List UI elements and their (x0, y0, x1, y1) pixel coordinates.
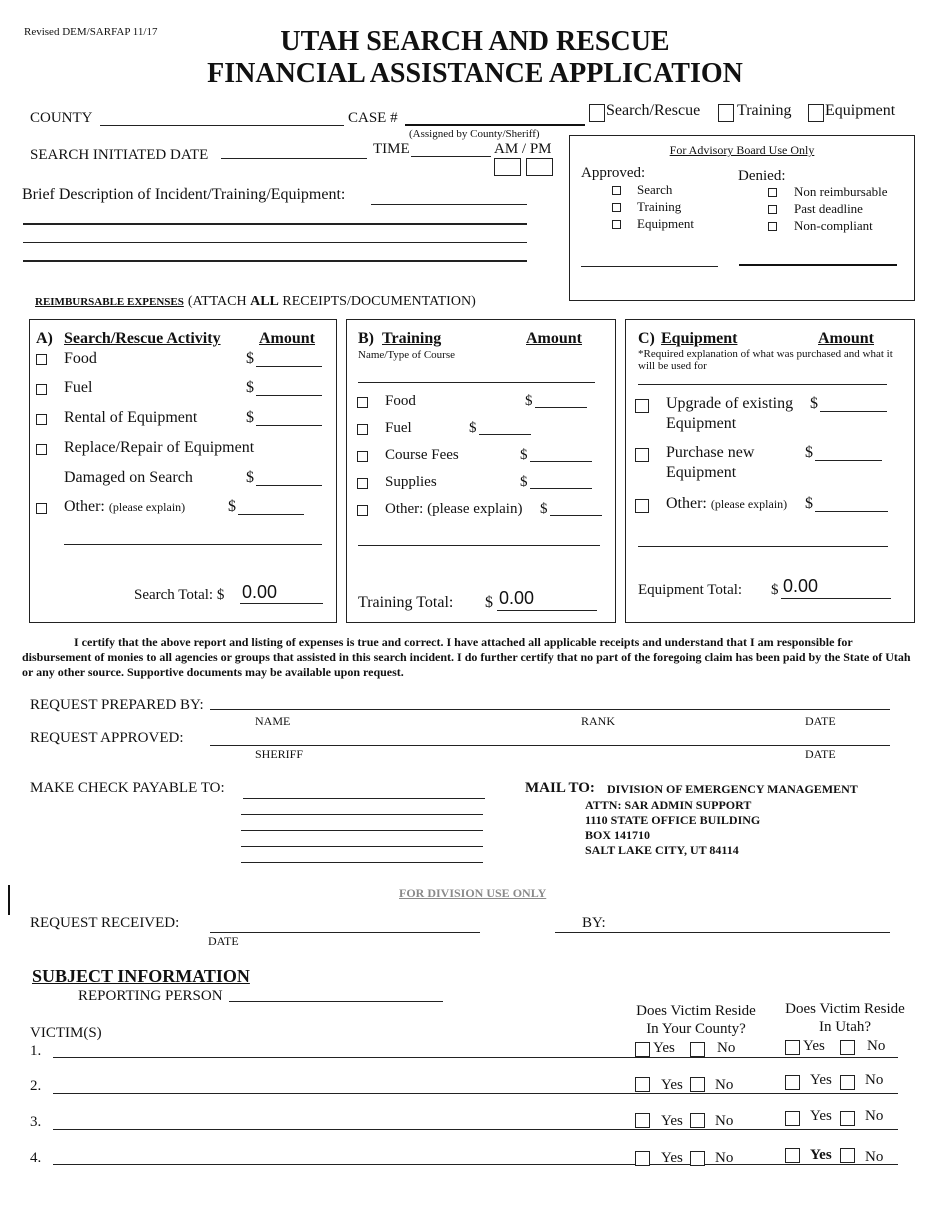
date-label: DATE (805, 714, 836, 728)
a-fuel-label: Fuel (64, 379, 93, 396)
section-b-letter: B) (358, 330, 374, 347)
approved-equipment-checkbox[interactable] (612, 220, 621, 229)
approved-training-label: Training (637, 199, 682, 214)
b-other-dollar: $ (540, 501, 548, 517)
a-damaged-dollar: $ (246, 469, 254, 486)
county-question-1: Does Victim Reside (636, 1003, 756, 1019)
c-total-value[interactable]: 0.00 (783, 576, 819, 596)
victim-4-utah-yes[interactable] (785, 1148, 800, 1163)
attach-all: ALL (250, 294, 279, 309)
b-other-explain-line[interactable] (358, 545, 600, 546)
c-other-label: Other: (666, 495, 707, 512)
victim-2-line[interactable] (53, 1093, 898, 1094)
a-rental-checkbox[interactable] (36, 414, 47, 425)
denied-nonreimbursable-checkbox[interactable] (768, 188, 777, 197)
victim-3-line[interactable] (53, 1129, 898, 1130)
b-other-label: Other: (please explain) (385, 501, 523, 517)
a-total-value[interactable]: 0.00 (242, 582, 278, 602)
description-label: Brief Description of Incident/Training/Equipment: (22, 186, 346, 203)
c-other-explain-line[interactable] (638, 546, 888, 547)
section-a-title: Search/Rescue Activity (64, 330, 221, 347)
a-fuel-checkbox[interactable] (36, 384, 47, 395)
utah-question-2: In Utah? (818, 1019, 872, 1035)
victim-1-number: 1. (30, 1043, 42, 1059)
c-other-row (666, 495, 787, 513)
pm-box[interactable] (526, 158, 553, 176)
a-rental-amount[interactable] (256, 425, 322, 426)
victim-1-county-yes-label: Yes (653, 1040, 675, 1056)
search-rescue-label: Search/Rescue (606, 102, 701, 119)
approved-signature-line[interactable] (581, 266, 718, 267)
search-rescue-checkbox[interactable] (589, 104, 605, 122)
c-total-label: Equipment Total: (638, 582, 743, 598)
c-purchase-amount[interactable] (815, 460, 882, 461)
a-repair-label: Replace/Repair of Equipment (64, 439, 255, 456)
victim-2-county-no-label: No (715, 1077, 734, 1093)
payable-line-3[interactable] (241, 830, 483, 831)
case-number-field[interactable] (405, 124, 585, 126)
victim-2-county-no[interactable] (690, 1077, 705, 1092)
b-fuel-checkbox[interactable] (357, 424, 368, 435)
section-c-title: Equipment (661, 330, 738, 347)
attach-post: RECEIPTS/DOCUMENTATION) (278, 294, 476, 309)
victim-1-county-no-label: No (717, 1040, 736, 1056)
a-damaged-label: Damaged on Search (64, 469, 193, 486)
description-line-3[interactable] (23, 242, 527, 243)
date-label-2: DATE (805, 747, 836, 761)
utah-question-1: Does Victim Reside (785, 1001, 905, 1017)
c-other-dollar: $ (805, 495, 813, 512)
b-supplies-dollar: $ (520, 474, 528, 490)
denied-signature-line[interactable] (739, 264, 897, 266)
victim-1-utah-yes[interactable] (785, 1040, 800, 1055)
victim-3-number: 3. (30, 1114, 42, 1130)
training-label: Training (737, 102, 792, 119)
c-upgrade-dollar: $ (810, 395, 818, 412)
approved-by-line[interactable] (210, 745, 890, 746)
received-by-line[interactable] (555, 932, 890, 933)
a-other-checkbox[interactable] (36, 503, 47, 514)
denied-past-deadline-checkbox[interactable] (768, 205, 777, 214)
b-total-line (497, 610, 597, 611)
victim-4-county-yes[interactable] (635, 1151, 650, 1166)
a-food-label: Food (64, 350, 97, 367)
victim-2-number: 2. (30, 1078, 42, 1094)
expenses-heading-row (35, 292, 476, 310)
denied-past-deadline-label: Past deadline (794, 201, 863, 216)
c-other-note: (please explain) (710, 497, 788, 511)
victim-1-utah-no[interactable] (840, 1040, 855, 1055)
victim-3-utah-yes[interactable] (785, 1111, 800, 1126)
b-other-checkbox[interactable] (357, 505, 368, 516)
prepared-by-line[interactable] (210, 709, 890, 710)
mail-line-4: BOX 141710 (585, 828, 651, 842)
mail-line-1: DIVISION OF EMERGENCY MANAGEMENT (607, 782, 858, 796)
victim-2-utah-no[interactable] (840, 1075, 855, 1090)
b-course-fees-amount[interactable] (530, 461, 592, 462)
victim-3-utah-no-label: No (865, 1108, 884, 1124)
description-line-4[interactable] (23, 260, 527, 262)
equipment-checkbox[interactable] (808, 104, 824, 122)
a-rental-dollar: $ (246, 409, 254, 426)
a-other-label: Other: (64, 498, 105, 515)
form-title-line1: UTAH SEARCH AND RESCUE (280, 26, 670, 57)
b-fuel-dollar: $ (469, 420, 477, 436)
denied-noncompliant-label: Non-compliant (794, 218, 873, 233)
section-a-amount-label: Amount (259, 330, 316, 347)
section-c-box (625, 319, 915, 623)
payable-line-5[interactable] (241, 862, 483, 863)
search-date-label: SEARCH INITIATED DATE (30, 147, 209, 163)
victim-1-utah-no-label: No (867, 1038, 886, 1054)
county-field[interactable] (100, 125, 344, 126)
mail-line-2: ATTN: SAR ADMIN SUPPORT (585, 798, 752, 812)
text-cursor (8, 885, 10, 915)
victim-3-county-yes[interactable] (635, 1113, 650, 1128)
received-by-label: BY: (582, 915, 610, 932)
victim-1-county-no[interactable] (690, 1042, 705, 1057)
description-line-2[interactable] (23, 223, 527, 225)
denied-label: Denied: (738, 168, 786, 184)
revision-label: Revised DEM/SARFAP 11/17 (24, 26, 158, 38)
expenses-heading: REIMBURSABLE EXPENSES (35, 296, 184, 308)
denied-nonreimbursable-label: Non reimbursable (794, 184, 888, 199)
request-received-line[interactable] (210, 932, 480, 933)
victim-1-line[interactable] (53, 1057, 898, 1058)
victim-3-utah-no[interactable] (840, 1111, 855, 1126)
b-course-fees-label: Course Fees (385, 447, 459, 463)
a-repair-checkbox[interactable] (36, 444, 47, 455)
ampm-label: AM / PM (494, 141, 552, 157)
request-received-label: REQUEST RECEIVED: (30, 915, 180, 931)
c-total-dollar: $ (771, 582, 779, 598)
advisory-board-box (569, 135, 915, 301)
victim-2-utah-yes[interactable] (785, 1075, 800, 1090)
rank-label: RANK (581, 714, 616, 728)
c-purchase-label-2: Equipment (666, 464, 737, 481)
sheriff-label: SHERIFF (255, 747, 304, 761)
equipment-label: Equipment (825, 102, 896, 119)
approved-training-checkbox[interactable] (612, 203, 621, 212)
county-question-2: In Your County? (646, 1021, 746, 1037)
victim-3-county-no-label: No (715, 1113, 734, 1129)
b-fuel-label: Fuel (385, 420, 412, 436)
victims-label: VICTIM(S) (30, 1025, 102, 1041)
section-c-amount-label: Amount (818, 330, 875, 347)
name-label: NAME (255, 714, 291, 728)
c-purchase-dollar: $ (805, 444, 813, 461)
reporting-person-label: REPORTING PERSON (78, 988, 223, 1004)
prepared-by-label: REQUEST PREPARED BY: (30, 697, 204, 713)
b-course-fees-checkbox[interactable] (357, 451, 368, 462)
certification-text: I certify that the above report and listing of expenses is true and correct. I have attached all applicable receipts and understand that I am responsible for disbursement of monies to all agencies or groups that assisted in this search incident. I do further certify that no part of the foregoing claim has been paid by the State of Utah or any other source. Supportive documents may be available upon request. (22, 635, 911, 679)
section-a-letter: A) (36, 330, 53, 347)
b-course-name-line[interactable] (358, 382, 595, 383)
b-supplies-label: Supplies (385, 474, 437, 490)
a-total-label: Search Total: $ (134, 587, 225, 603)
reporting-person-line[interactable] (229, 1001, 443, 1002)
payable-line-4[interactable] (241, 846, 483, 847)
attach-pre: (ATTACH (187, 294, 251, 309)
b-other-amount[interactable] (550, 515, 602, 516)
mail-to-label: MAIL TO: (525, 780, 595, 796)
a-fuel-amount[interactable] (256, 395, 322, 396)
victim-4-line[interactable] (53, 1164, 898, 1165)
victim-1-utah-yes-label: Yes (803, 1038, 825, 1054)
time-label: TIME (373, 141, 410, 157)
b-total-value[interactable]: 0.00 (499, 588, 535, 608)
victim-3-county-no[interactable] (690, 1113, 705, 1128)
b-supplies-checkbox[interactable] (357, 478, 368, 489)
b-fuel-amount[interactable] (479, 434, 531, 435)
a-damaged-amount[interactable] (256, 485, 322, 486)
b-supplies-amount[interactable] (530, 488, 592, 489)
a-other-note: (please explain) (108, 500, 186, 514)
victim-3-utah-yes-label: Yes (810, 1108, 832, 1124)
section-b-title: Training (382, 330, 442, 347)
division-use-label: FOR DIVISION USE ONLY (399, 886, 547, 900)
mail-line-3: 1110 STATE OFFICE BUILDING (585, 813, 761, 827)
a-total-line (240, 603, 323, 604)
description-line-1[interactable] (371, 204, 527, 205)
section-a-box (29, 319, 337, 623)
b-food-amount[interactable] (535, 407, 587, 408)
section-c-note: *Required explanation of what was purchased and what it will be used for (638, 348, 893, 372)
a-food-dollar: $ (246, 350, 254, 367)
a-other-explain-line[interactable] (64, 544, 322, 545)
c-other-amount[interactable] (815, 511, 888, 512)
subject-title: SUBJECT INFORMATION (32, 966, 250, 986)
payable-to-label: MAKE CHECK PAYABLE TO: (30, 780, 225, 796)
victim-1-county-yes[interactable] (635, 1042, 650, 1057)
c-upgrade-amount[interactable] (820, 411, 887, 412)
b-total-label: Training Total: (358, 594, 454, 611)
c-purchase-checkbox[interactable] (635, 448, 649, 462)
training-checkbox[interactable] (718, 104, 734, 122)
victim-4-utah-yes-label: Yes (810, 1147, 832, 1163)
c-upgrade-label-1: Upgrade of existing (666, 395, 794, 412)
victim-2-utah-yes-label: Yes (810, 1072, 832, 1088)
a-food-amount[interactable] (256, 366, 322, 367)
section-b-subtitle: Name/Type of Course (358, 349, 455, 361)
a-food-checkbox[interactable] (36, 354, 47, 365)
victim-4-number: 4. (30, 1150, 42, 1166)
denied-noncompliant-checkbox[interactable] (768, 222, 777, 231)
a-other-dollar: $ (228, 498, 236, 515)
victim-4-county-no[interactable] (690, 1151, 705, 1166)
victim-2-county-yes[interactable] (635, 1077, 650, 1092)
c-explanation-line[interactable] (638, 384, 887, 385)
time-field[interactable] (411, 156, 491, 157)
approved-search-checkbox[interactable] (612, 186, 621, 195)
county-label: COUNTY (30, 110, 93, 126)
victim-4-utah-no[interactable] (840, 1148, 855, 1163)
b-food-label: Food (385, 393, 416, 409)
am-box[interactable] (494, 158, 521, 176)
section-c-letter: C) (638, 330, 655, 347)
search-date-field[interactable] (221, 158, 367, 159)
b-food-dollar: $ (525, 393, 533, 409)
victim-2-county-yes-label: Yes (661, 1077, 683, 1093)
section-b-amount-label: Amount (526, 330, 583, 347)
case-label: CASE # (348, 110, 398, 126)
victim-4-utah-no-label: No (865, 1149, 884, 1165)
approved-equipment-label: Equipment (637, 216, 695, 231)
mail-line-5: SALT LAKE CITY, UT 84114 (585, 843, 739, 857)
section-b-box (346, 319, 616, 623)
c-other-checkbox[interactable] (635, 499, 649, 513)
received-date-label: DATE (208, 934, 239, 948)
c-upgrade-checkbox[interactable] (635, 399, 649, 413)
c-total-line (781, 598, 891, 599)
advisory-title: For Advisory Board Use Only (669, 143, 815, 157)
payable-line-2[interactable] (241, 814, 483, 815)
victim-3-county-yes-label: Yes (661, 1113, 683, 1129)
a-other-row (64, 498, 185, 516)
a-other-amount[interactable] (238, 514, 304, 515)
a-rental-label: Rental of Equipment (64, 409, 198, 426)
a-fuel-dollar: $ (246, 379, 254, 396)
victim-4-county-no-label: No (715, 1150, 734, 1166)
case-note: (Assigned by County/Sheriff) (409, 128, 540, 140)
payable-line-1[interactable] (243, 798, 485, 799)
approved-by-label: REQUEST APPROVED: (30, 730, 184, 746)
approved-search-label: Search (637, 182, 673, 197)
b-total-dollar: $ (485, 594, 493, 611)
approved-label: Approved: (581, 165, 646, 181)
form-title-line2: FINANCIAL ASSISTANCE APPLICATION (207, 58, 743, 89)
c-purchase-label-1: Purchase new (666, 444, 755, 461)
victim-4-county-yes-label: Yes (661, 1150, 683, 1166)
victim-2-utah-no-label: No (865, 1072, 884, 1088)
b-course-fees-dollar: $ (520, 447, 528, 463)
b-food-checkbox[interactable] (357, 397, 368, 408)
c-upgrade-label-2: Equipment (666, 415, 737, 432)
